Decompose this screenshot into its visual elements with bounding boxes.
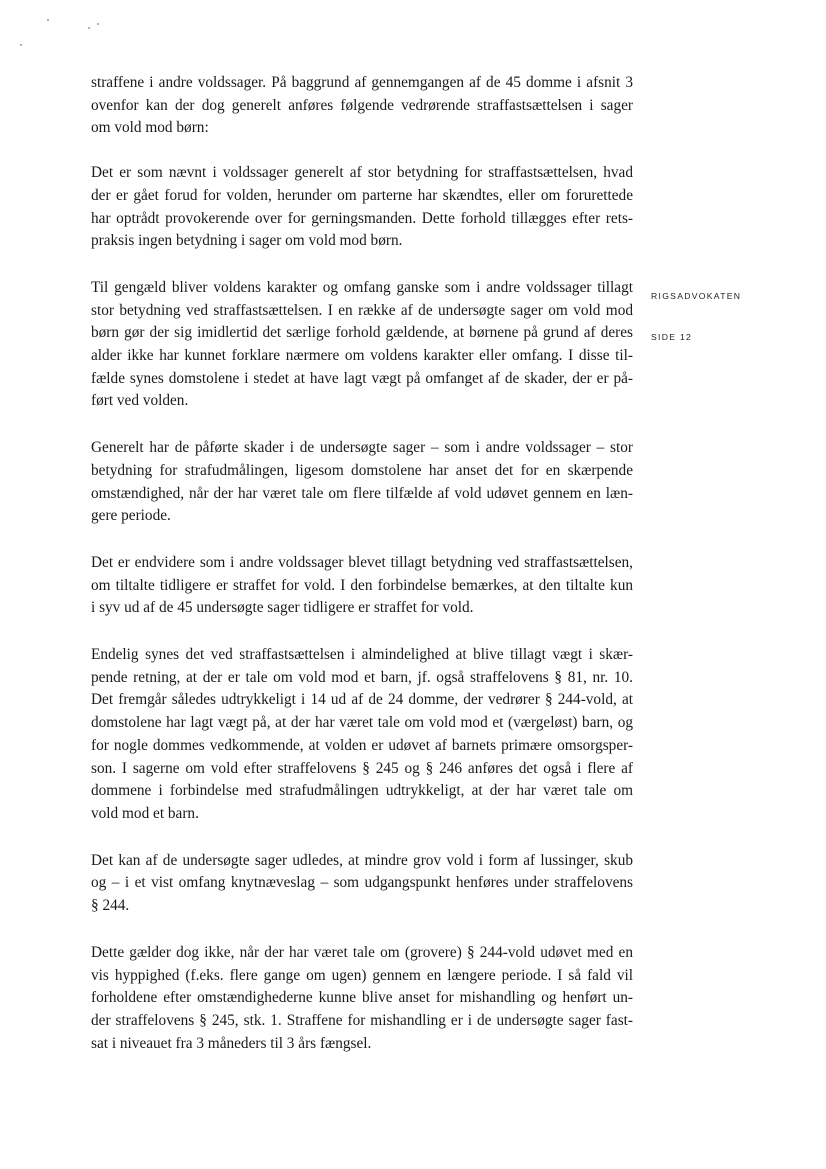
- text-line: Det er endvidere som i andre voldssager blevet tillagt betydning ved straffastsættelsen,: [91, 553, 633, 571]
- paragraph: [91, 162, 633, 253]
- paragraph: [91, 277, 633, 413]
- paragraph: [91, 437, 633, 528]
- text-line: om vold mod børn:: [91, 119, 209, 137]
- paragraph: [91, 72, 633, 140]
- text-line: omstændighed, når der har været tale om flere tilfælde af vold udøvet gennem en læn-: [91, 484, 633, 502]
- text-line: § 244.: [91, 897, 130, 915]
- text-line: betydning for strafudmålingen, ligesom domstolene har anset det for en skærpende: [91, 461, 633, 479]
- paragraph: [91, 552, 633, 620]
- text-line: fælde synes domstolene i stedet at have lagt vægt på omfanget af de skader, der er på-: [91, 369, 633, 387]
- text-line: straffene i andre voldssager. På baggrund af gennemgangen af de 45 domme i afsnit 3: [91, 74, 633, 91]
- text-line: sat i niveauet fra 3 måneders til 3 års fængsel.: [91, 1034, 372, 1052]
- text-line: praksis ingen betydning i sager om vold mod børn.: [91, 232, 403, 250]
- text-line: pende retning, at der er tale om vold mod et barn, jf. også straffelovens § 81, nr. 10.: [91, 668, 633, 686]
- text-line: vold mod et barn.: [91, 804, 199, 822]
- text-line: har optrådt provokerende over for gerningsmanden. Dette forhold tillægges efter rets-: [91, 209, 633, 227]
- text-line: ovenfor kan der dog generelt anføres følgende vedrørende straffastsættelsen i sager: [91, 96, 633, 114]
- paragraph-gap: [91, 826, 633, 850]
- text-line: son. I sagerne om vold efter straffelovens § 245 og § 246 anføres det også i flere af: [91, 759, 633, 777]
- text-line: Dette gælder dog ikke, når der har været tale om (grovere) § 244-vold udøvet med en: [91, 943, 633, 961]
- text-line: stor betydning ved straffastsættelsen. I en række af de undersøgte sager om vold mod: [91, 301, 633, 319]
- text-line: Generelt har de påførte skader i de undersøgte sager – som i andre voldssager – stor: [91, 439, 633, 457]
- text-line: om tiltalte tidligere er straffet for vold. I den forbindelse bemærkes, at den tiltalte kun: [91, 576, 633, 594]
- text-line: domstolene har lagt vægt på, at der har været tale om vold mod et (værgeløst) barn, og: [91, 714, 633, 732]
- scan-speck: [88, 27, 90, 29]
- text-line: Det fremgår således udtrykkeligt i 14 ud af de 24 domme, der vedrører § 244-vold, at: [91, 691, 633, 709]
- text-line: forholdene efter omstændighederne kunne blive anset for mishandling og henført un-: [91, 989, 633, 1007]
- sidebar-page-number: SIDE 12: [651, 332, 693, 342]
- paragraph-gap: [91, 413, 633, 437]
- text-line: og – i et vist omfang knytnæveslag – som udgangspunkt henføres under straffelovens: [91, 874, 633, 892]
- text-line: dommene i forbindelse med strafudmålingen udtrykkeligt, at der har været tale om: [91, 782, 633, 800]
- text-line: Det er som nævnt i voldssager generelt af stor betydning for straffastsættelsen, hvad: [91, 164, 633, 182]
- paragraph-gap: [91, 140, 633, 162]
- paragraph-gap: [91, 918, 633, 942]
- text-line: alder ikke har kunnet forklare nærmere om voldens karakter eller omfang. I disse til-: [91, 347, 633, 365]
- text-line: børn gør der sig imidlertid det særlige forhold gældende, at børnene på grund af deres: [91, 324, 633, 342]
- text-line: Endelig synes det ved straffastsættelsen i almindelighed at blive tillagt vægt i skær-: [91, 646, 633, 664]
- text-line: der straffelovens § 245, stk. 1. Straffene for mishandling er i de undersøgte sager fast-: [91, 1011, 633, 1029]
- text-line: ført ved volden.: [91, 392, 189, 410]
- text-line: der er gået forud for volden, herunder om parterne har skændtes, eller om forurettede: [91, 186, 633, 204]
- text-line: for nogle dommes vedkommende, at volden er udøvet af barnets primære omsorgsper-: [91, 736, 633, 754]
- body-text: [91, 72, 633, 1055]
- paragraph-gap: [91, 620, 633, 644]
- text-line: gere periode.: [91, 507, 171, 525]
- text-line: Til gengæld bliver voldens karakter og omfang ganske som i andre voldssager tillagt: [91, 278, 633, 296]
- sidebar-organization: RIGSADVOKATEN: [651, 291, 742, 301]
- scan-speck: [20, 44, 22, 46]
- paragraph-gap: [91, 528, 633, 552]
- text-line: i syv ud af de 45 undersøgte sager tidligere er straffet for vold.: [91, 599, 474, 617]
- paragraph-gap: [91, 253, 633, 277]
- paragraph: [91, 850, 633, 918]
- paragraph: [91, 942, 633, 1056]
- text-line: Det kan af de undersøgte sager udledes, at mindre grov vold i form af lussinger, skub: [91, 851, 633, 869]
- scan-speck: [97, 23, 99, 25]
- scan-speck: [47, 19, 49, 21]
- paragraph: [91, 644, 633, 826]
- text-line: vis hyppighed (f.eks. flere gange om ugen) gennem en længere periode. I så fald vil: [91, 966, 633, 984]
